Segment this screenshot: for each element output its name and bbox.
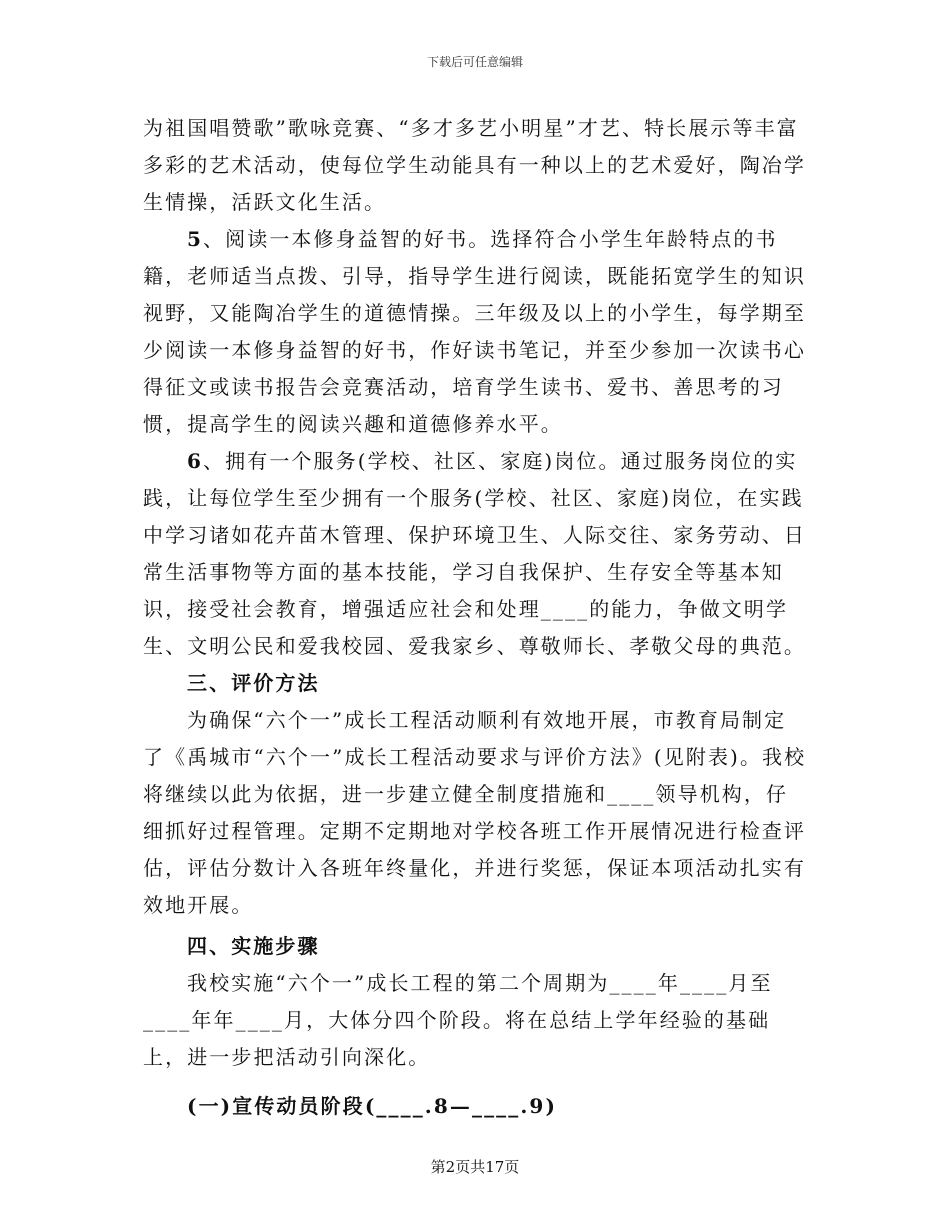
paragraph-reading (143, 221, 808, 443)
paragraph-text: 、阅读一本修身益智的好书。选择符合小学生年龄特点的书籍，老师适当点拨、引导，指导学生进行阅读，既能拓宽学生的知识视野，又能陶冶学生的道德情操。三年级及以上的小学生，每学期至少阅读一本修身益智的好书，作好读书笔记，并至少参加一次读书心得征文或读书报告会竞赛活动，培育学生读书、爱书、善思考的习惯，提高学生的阅读兴趣和道德修养水平。 (143, 227, 806, 436)
paragraph-text: 、拥有一个服务(学校、社区、家庭)岗位。通过服务岗位的实践，让每位学生至少拥有一个服务(学校、社区、家庭)岗位，在实践中学习诸如花卉苗木管理、保护环境卫生、人际交往、家务劳动、日常生活事物等方面的基本技能，学习自我保护、生存安全等基本知识，接受社会教育，增强适应社会和处理____的能力，争做文明学生、文明公民和爱我校园、爱我家乡、尊敬师长、孝敬父母的典范。 (143, 449, 806, 658)
page-footer: 第2页共17页 (430, 1158, 520, 1176)
section-heading-evaluation: 三、评价方法 (187, 671, 320, 695)
paragraph-art-activities: 为祖国唱赞歌”歌咏竞赛、“多才多艺小明星”才艺、特长展示等丰富多彩的艺术活动，使每位学生动能具有一种以上的艺术爱好，陶冶学生情操，活跃文化生活。 (143, 116, 806, 214)
page-header: 下载后可任意编辑 (426, 55, 523, 69)
section-heading-steps: 四、实施步骤 (187, 934, 320, 958)
document-body (143, 110, 808, 1125)
subsection-heading-mobilization: (一)宣传动员阶段(____.8—____.9) (187, 1094, 558, 1118)
item-number: 5 (187, 227, 204, 251)
paragraph-service (143, 443, 808, 665)
paragraph-steps: 我校实施“六个一”成长工程的第二个周期为____年____月至____年年____月，大体分四个阶段。将在总结上学年经验的基础上，进一步把活动引向深化。 (143, 971, 773, 1069)
paragraph-evaluation: 为确保“六个一”成长工程活动顺利有效地开展，市教育局制定了《禹城市“六个一”成长工程活动要求与评价方法》(见附表)。我校将继续以此为依据，进一步建立健全制度措施和____领导机构，仔细抓好过程管理。定期不定期地对学校各班工作开展情况进行检查评估，评估分数计入各班年终量化，并进行奖惩，保证本项活动扎实有效地开展。 (143, 708, 807, 917)
item-number: 6 (187, 449, 204, 473)
